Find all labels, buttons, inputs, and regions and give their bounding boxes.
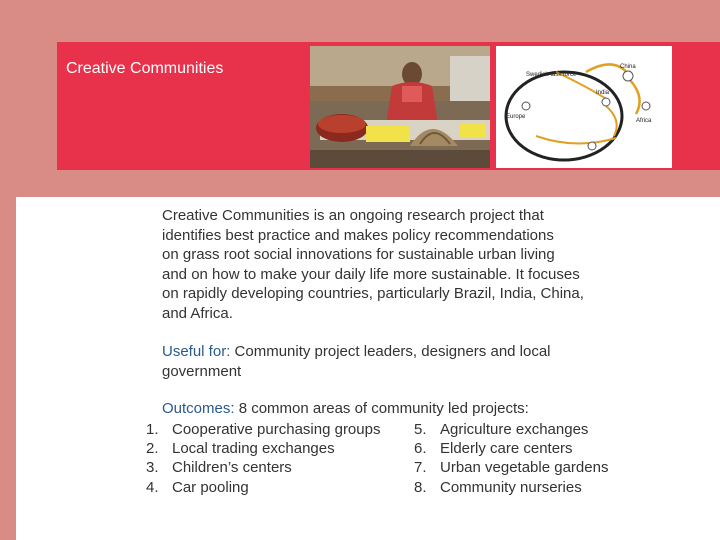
useful-for-text: Community project leaders, designers and local bbox=[230, 343, 551, 360]
outcomes-label: Outcomes: bbox=[162, 400, 235, 417]
description-line: on grass root social innovations for sustainable urban living bbox=[162, 246, 555, 263]
outcome-item: 1. Cooperative purchasing groups bbox=[146, 421, 381, 438]
outcome-item: 8. Community nurseries bbox=[414, 479, 582, 496]
useful-for-label: Useful for: bbox=[162, 343, 231, 360]
useful-for-text-2: government bbox=[162, 362, 242, 380]
diagram-label-hub-5: Africa bbox=[636, 118, 652, 124]
left-arrow-shape bbox=[16, 76, 36, 120]
diagram-label-hub-1: Swedish task force bbox=[526, 72, 577, 78]
diagram-label-hub-2: China bbox=[620, 64, 636, 70]
description-paragraph bbox=[162, 206, 662, 323]
market-photo bbox=[310, 46, 490, 168]
description-line: and Africa. bbox=[162, 304, 233, 322]
outcome-item: 7. Urban vegetable gardens bbox=[414, 459, 609, 476]
useful-for-section bbox=[162, 342, 632, 381]
description-line: and on how to make your daily life more sustainable. It focuses bbox=[162, 265, 580, 283]
slide-title: Creative Communities bbox=[66, 60, 224, 77]
outcome-item: 3. Children’s centers bbox=[146, 459, 292, 476]
network-diagram bbox=[496, 46, 672, 168]
outcome-item: 2. Local trading exchanges bbox=[146, 440, 335, 457]
diagram-label-hub-3: India bbox=[596, 90, 610, 96]
outcomes-text: 8 common areas of community led projects: bbox=[234, 400, 529, 417]
outcome-item: 6. Elderly care centers bbox=[414, 440, 573, 457]
description-line: identifies best practice and makes policy recommendations bbox=[162, 226, 554, 244]
outcome-item: 4. Car pooling bbox=[146, 479, 249, 496]
description-line: Creative Communities is an ongoing research project that bbox=[162, 207, 544, 224]
left-accent-strip bbox=[0, 0, 16, 540]
outcome-item: 5. Agriculture exchanges bbox=[414, 421, 589, 438]
description-line: on rapidly developing countries, particularly Brazil, India, China, bbox=[162, 285, 584, 302]
diagram-label-hub-4: Europe bbox=[506, 114, 526, 120]
outcomes-heading bbox=[162, 399, 682, 419]
